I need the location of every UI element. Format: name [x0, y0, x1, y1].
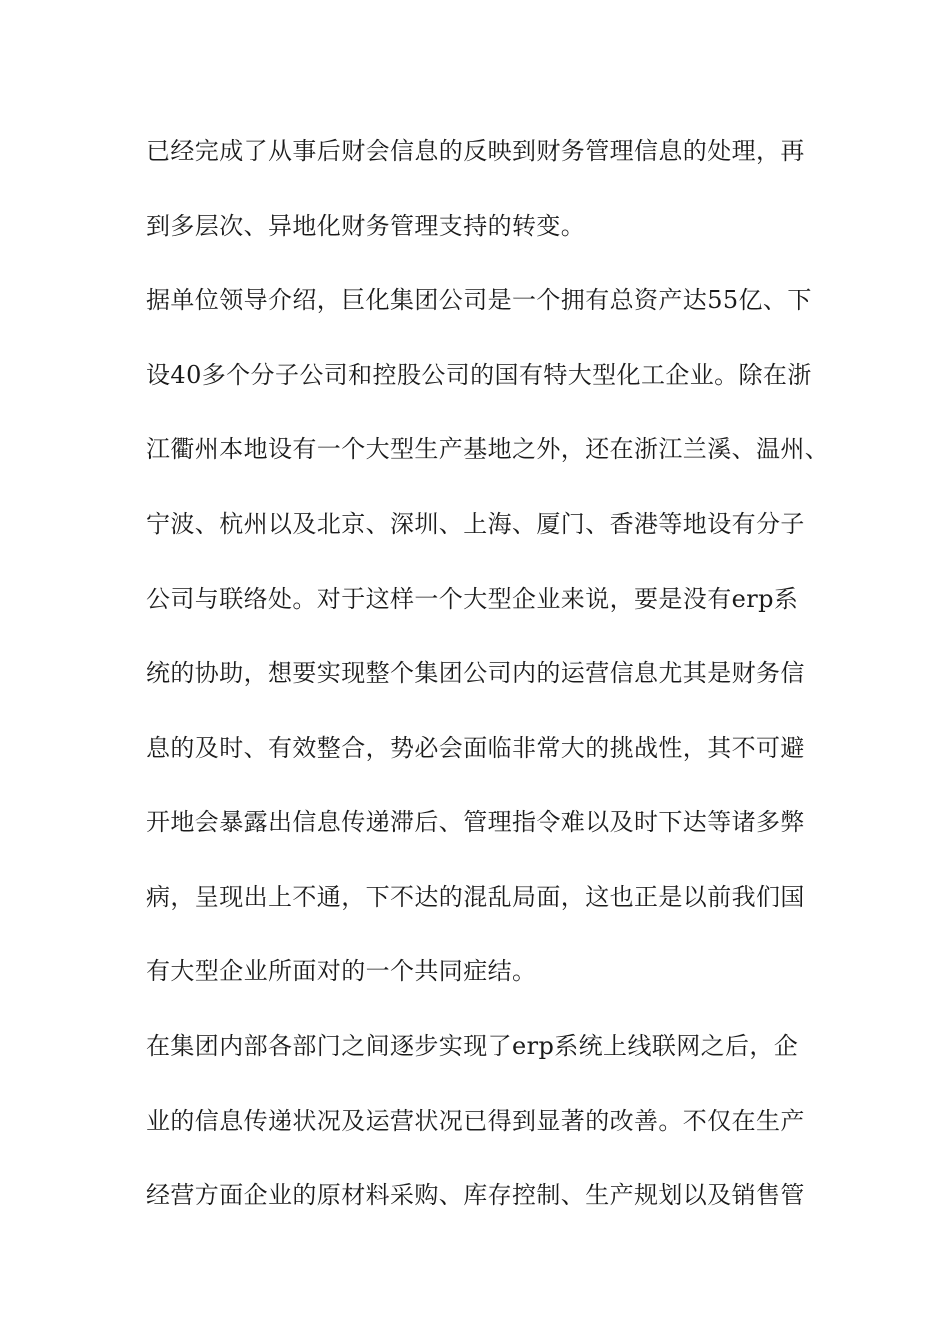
text-line: 统的协助，想要实现整个集团公司内的运营信息尤其是财务信: [146, 659, 805, 687]
text-line: 公司与联络处。对于这样一个大型企业来说，要是没有erp系: [146, 585, 799, 613]
text-line: 设40多个分子公司和控股公司的国有特大型化工企业。除在浙: [146, 361, 812, 389]
text-line: 息的及时、有效整合，势必会面临非常大的挑战性，其不可避: [146, 734, 805, 762]
text-line: 江衢州本地设有一个大型生产基地之外，还在浙江兰溪、温州、: [146, 435, 830, 463]
text-line: 经营方面企业的原材料采购、库存控制、生产规划以及销售管: [146, 1181, 805, 1209]
text-line: 病，呈现出上不通，下不达的混乱局面，这也正是以前我们国: [146, 883, 805, 911]
text-line: 业的信息传递状况及运营状况已得到显著的改善。不仅在生产: [146, 1107, 805, 1135]
text-line: 到多层次、异地化财务管理支持的转变。: [146, 212, 586, 240]
text-line: 宁波、杭州以及北京、深圳、上海、厦门、香港等地设有分子: [146, 510, 805, 538]
text-line: 已经完成了从事后财会信息的反映到财务管理信息的处理，再: [146, 137, 805, 165]
text-line: 在集团内部各部门之间逐步实现了erp系统上线联网之后，企: [146, 1032, 799, 1060]
text-line: 有大型企业所面对的一个共同症结。: [146, 957, 537, 985]
text-line: 据单位领导介绍，巨化集团公司是一个拥有总资产达55亿、下: [146, 286, 812, 314]
text-line: 开地会暴露出信息传递滞后、管理指令难以及时下达等诸多弊: [146, 808, 805, 836]
